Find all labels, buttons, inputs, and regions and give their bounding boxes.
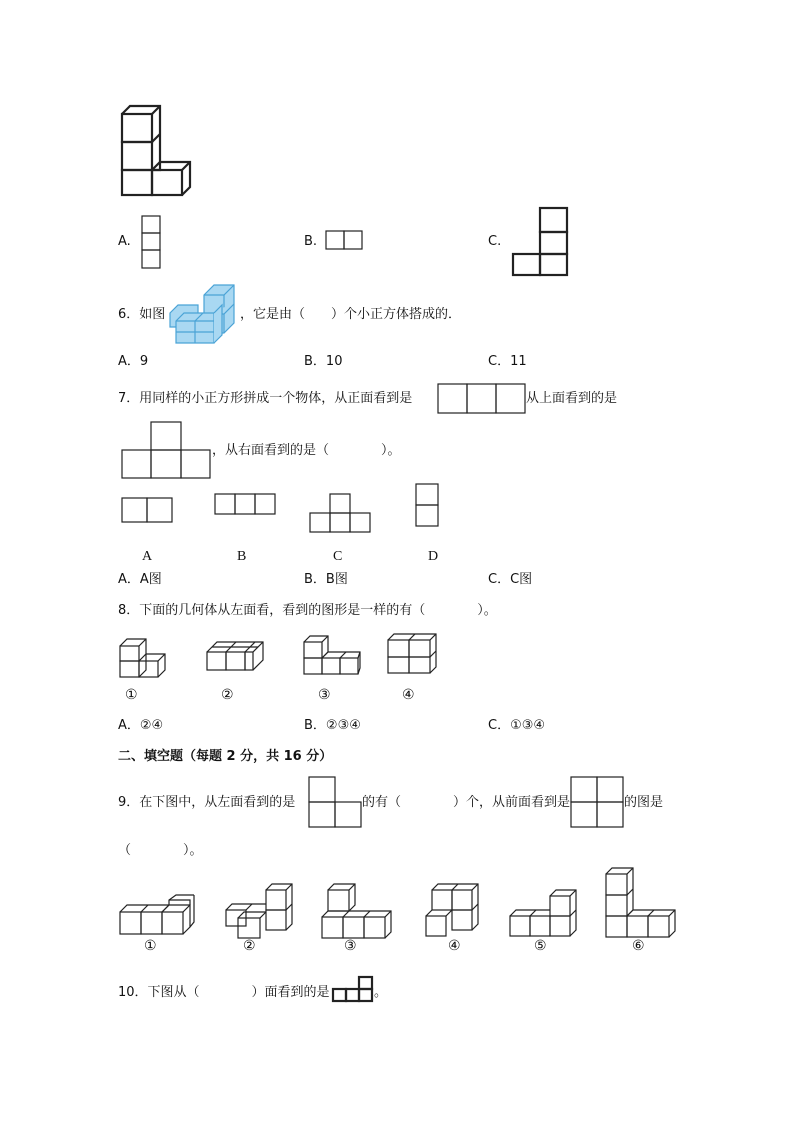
q7-stem-line2: ，从右面看到的是（ ）。 [212, 443, 401, 458]
q5-option-c-figure [511, 205, 571, 277]
q6-option-a: A．9 [118, 354, 149, 369]
q7-figure-c [309, 493, 373, 535]
q9-stem-line2: （ ）。 [118, 843, 203, 858]
q5-option-a-label: A. [118, 234, 131, 249]
q9-figure-label-4: ④ [448, 939, 461, 954]
q5-option-c-label: C. [488, 234, 502, 249]
q6-stem-before: 6．如图 [118, 307, 166, 322]
q8-figure-1 [118, 634, 166, 680]
q7-option-c: C．C图 [488, 572, 533, 587]
q7-figure-b [214, 493, 278, 517]
q10-stem-after: 。 [374, 985, 388, 1000]
q7-figure-label-b: B [237, 549, 247, 564]
q8-option-a: A．②④ [118, 718, 164, 733]
q8-figure-label-1: ① [125, 688, 138, 703]
q9-stem-part1: 9．在下图中，从左面看到的是 [118, 795, 296, 810]
q8-figure-4 [386, 630, 438, 676]
q5-option-b-figure [325, 230, 365, 252]
q9-figure-label-2: ② [243, 939, 256, 954]
q9-figure-2 [222, 882, 294, 940]
q7-figure-label-d: D [428, 549, 439, 564]
q10-stem-before: 10．下图从（ ）面看到的是 [118, 985, 330, 1000]
q8-figure-2 [205, 640, 267, 674]
q10-view-figure [331, 975, 377, 1003]
q9-figure-4 [424, 882, 480, 940]
section2-heading: 二、填空题（每题 2 分，共 16 分） [118, 749, 333, 764]
q7-stem-line1-before: 7．用同样的小正方形拼成一个物体，从正面看到是 [118, 391, 413, 406]
q9-figure-3 [320, 882, 398, 940]
q6-option-c: C．11 [488, 354, 527, 369]
q7-figure-a [121, 497, 175, 525]
q5-cube-figure [118, 104, 198, 199]
q8-figure-label-4: ④ [402, 688, 415, 703]
q9-figure-label-5: ⑤ [534, 939, 547, 954]
q6-blue-cubes-figure [168, 283, 240, 347]
q8-option-b: B．②③④ [304, 718, 361, 733]
q7-figure-d [415, 483, 441, 529]
q8-figure-3 [302, 632, 362, 676]
q7-option-b: B．B图 [304, 572, 348, 587]
q9-stem-part2: 的有（ ）个，从前面看到是 [362, 795, 571, 810]
q9-figure-1 [118, 898, 196, 938]
q7-figure-label-c: C [333, 549, 343, 564]
q7-stem-line1-after: 从上面看到的是 [526, 391, 618, 406]
q7-top-view-figure [121, 421, 213, 481]
q8-figure-label-3: ③ [318, 688, 331, 703]
q9-stem-part3: 的图是 [624, 795, 664, 810]
q5-option-b-label: B. [304, 234, 318, 249]
q9-left-view-figure [308, 776, 364, 830]
q9-figure-6 [604, 866, 678, 940]
q7-figure-label-a: A [142, 549, 153, 564]
q9-figure-label-1: ① [144, 939, 157, 954]
q9-figure-5 [508, 886, 580, 940]
q8-stem: 8．下面的几何体从左面看，看到的图形是一样的有（ ）。 [118, 603, 497, 618]
q5-option-a-figure [141, 215, 163, 271]
q7-option-a: A．A图 [118, 572, 162, 587]
q9-front-view-figure [570, 776, 626, 830]
q6-stem-after: ，它是由（ ）个小正方体搭成的． [240, 307, 462, 322]
q7-front-view-figure [437, 383, 527, 415]
q8-figure-label-2: ② [221, 688, 234, 703]
q9-figure-label-6: ⑥ [632, 939, 645, 954]
q6-option-b: B．10 [304, 354, 343, 369]
q9-figure-label-3: ③ [344, 939, 357, 954]
q8-option-c: C．①③④ [488, 718, 546, 733]
